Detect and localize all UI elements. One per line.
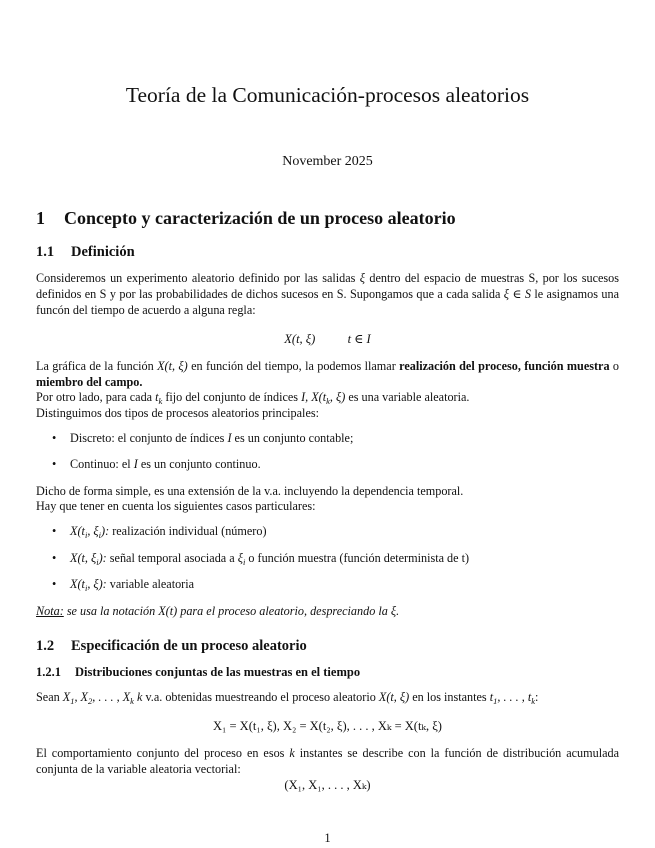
text-run: es un conjunto continuo. xyxy=(140,457,261,471)
page-number: 1 xyxy=(324,831,331,845)
math-subscript: i xyxy=(98,530,102,540)
bullet-icon: • xyxy=(52,551,57,565)
text-run: Consideremos un experimento aleatorio definido por las salidas xyxy=(36,271,356,285)
math-I: I, xyxy=(301,390,309,404)
subsection-number: 1.2 xyxy=(36,638,55,654)
math-subscript: k xyxy=(158,396,163,406)
text-run: para el proceso aleatorio, despreciando la xyxy=(180,604,388,618)
text-run: Discreto: el conjunto de índices xyxy=(70,431,225,445)
paragraph-joint-distribution xyxy=(36,745,619,777)
text-run: instantes se describe con la función de distribución acumulada conjunta de la variable aleatoria vectorial: xyxy=(36,746,620,776)
list-item-case-3 xyxy=(52,577,194,592)
text-run: Continuo: el xyxy=(70,457,131,471)
math-expr: X(t xyxy=(70,577,85,591)
subsection-title: Especificación de un proceso aleatorio xyxy=(71,638,307,654)
math-expr: , ξ): xyxy=(87,577,107,591)
note-label: Nota: xyxy=(36,604,64,618)
list-item-case-1 xyxy=(52,524,267,539)
text-run: Sean xyxy=(36,690,60,704)
math-var: I xyxy=(133,457,138,471)
text-run: en los instantes xyxy=(412,690,487,704)
equation-1 xyxy=(0,331,655,347)
paragraph-types-intro: Distinguimos dos tipos de procesos aleatorios principales: xyxy=(36,406,319,420)
math-expr: , ξ xyxy=(87,524,99,538)
paragraph-samples: Sean $X_1$, $X_2$, . . . , $X_k$ k v.a. obtenidas muestreando el proceso aleatorio X(t, ξ) en los instantes $t_1$, . . . , $t_k$: xyxy=(36,690,539,706)
math-xi: ξ xyxy=(237,551,243,565)
math-expr: X(t xyxy=(70,524,85,538)
math-expr: X(t, ξ) xyxy=(378,690,410,704)
text-run: dentro del espacio de muestras S, por los sucesos definidos en S y por las probabilidades de dichos sucesos en S. Supongamos que a cada salida xyxy=(36,271,619,301)
list-item-continuous xyxy=(52,457,261,472)
math-var: I xyxy=(227,431,232,445)
section-number: 1 xyxy=(36,208,45,228)
text-run: o xyxy=(612,359,620,373)
math-expr: X(t xyxy=(311,390,327,404)
text-run: se usa la notación xyxy=(66,604,156,618)
text-run: El comportamiento conjunto del proceso en esos xyxy=(36,746,285,760)
text-run: realización individual (número) xyxy=(112,524,267,538)
math-xi: ξ xyxy=(359,271,365,285)
subsection-number: 1.1 xyxy=(36,244,55,260)
math-subscript: i xyxy=(84,583,88,593)
text-run: variable aleatoria xyxy=(109,577,195,591)
equation-2: X₁ = X(t₁, ξ), X₂ = X(t₂, ξ), . . . , Xₖ = X(tₖ, ξ) xyxy=(213,719,442,733)
math-expr: ): xyxy=(101,524,110,538)
section-heading-1 xyxy=(36,208,456,229)
text-run: La gráfica de la función xyxy=(36,359,154,373)
note-paragraph xyxy=(36,603,399,619)
bullet-icon: • xyxy=(52,457,57,471)
math-condition: ξ ∈ S xyxy=(503,287,531,301)
text-run: es un conjunto contable; xyxy=(234,431,354,445)
bullet-icon: • xyxy=(52,577,57,591)
text-run: le asignamos una funcón del tiempo de acuerdo a alguna regla: xyxy=(36,287,619,317)
bullet-icon: • xyxy=(52,524,57,538)
list-item-discrete xyxy=(52,431,353,446)
equation-lhs: X(t, ξ) xyxy=(284,332,316,346)
math-t: t xyxy=(155,390,159,404)
text-run: v.a. obtenidas muestreando el proceso aleatorio xyxy=(145,690,376,704)
paragraph-definition xyxy=(36,270,619,318)
text-run: en función del tiempo, la podemos llamar xyxy=(191,359,396,373)
bullet-icon: • xyxy=(52,431,57,445)
equation-3: (X₁, X₁, . . . , Xₖ) xyxy=(284,778,371,792)
paragraph-realization xyxy=(36,358,619,390)
subsection-title: Definición xyxy=(71,244,135,260)
math-expr: ): xyxy=(98,551,107,565)
math-xi: ξ. xyxy=(390,604,400,618)
math-subscript: i xyxy=(242,557,246,567)
document-date: November 2025 xyxy=(282,154,373,169)
math-subscript: i xyxy=(96,557,99,567)
math-subscript: i xyxy=(84,530,88,540)
document-title: Teoría de la Comunicación-procesos aleatorios xyxy=(125,83,530,107)
section-title: Concepto y caracterización de un proceso aleatorio xyxy=(64,208,456,228)
math-expr: , ξ) xyxy=(329,390,346,404)
bold-term: realización del proceso, función muestra xyxy=(399,359,610,373)
math-k: k xyxy=(289,746,295,760)
text-run: o función muestra (función determinista de t) xyxy=(248,551,470,565)
paragraph-simple: Dicho de forma simple, es una extensión de la v.a. incluyendo la dependencia temporal. xyxy=(36,484,464,498)
math-expr: X(t, ξ) xyxy=(157,359,188,373)
text-run: señal temporal asociada a xyxy=(109,551,235,565)
equation-rhs: t ∈ I xyxy=(347,332,371,346)
subsection-heading-1-2 xyxy=(36,638,307,655)
math-expr: X(t, ξ xyxy=(70,551,97,565)
subsubsection-number: 1.2.1 xyxy=(36,665,61,679)
subsubsection-title: Distribuciones conjuntas de las muestras en el tiempo xyxy=(75,665,361,679)
paragraph-cases-intro: Hay que tener en cuenta los siguientes casos particulares: xyxy=(36,499,316,513)
text-run: Por otro lado, para cada xyxy=(36,390,153,404)
bold-term: miembro del campo. xyxy=(36,375,143,389)
text-run: fijo del conjunto de índices xyxy=(165,390,299,404)
subsubsection-heading-1-2-1 xyxy=(36,665,360,680)
subsection-heading-1-1 xyxy=(36,244,135,261)
math-expr: X(t) xyxy=(158,604,178,618)
paragraph-fixed-index xyxy=(36,389,469,405)
list-item-case-2 xyxy=(52,551,469,566)
math-subscript: k xyxy=(326,396,330,406)
text-run: es una variable aleatoria. xyxy=(348,390,470,404)
